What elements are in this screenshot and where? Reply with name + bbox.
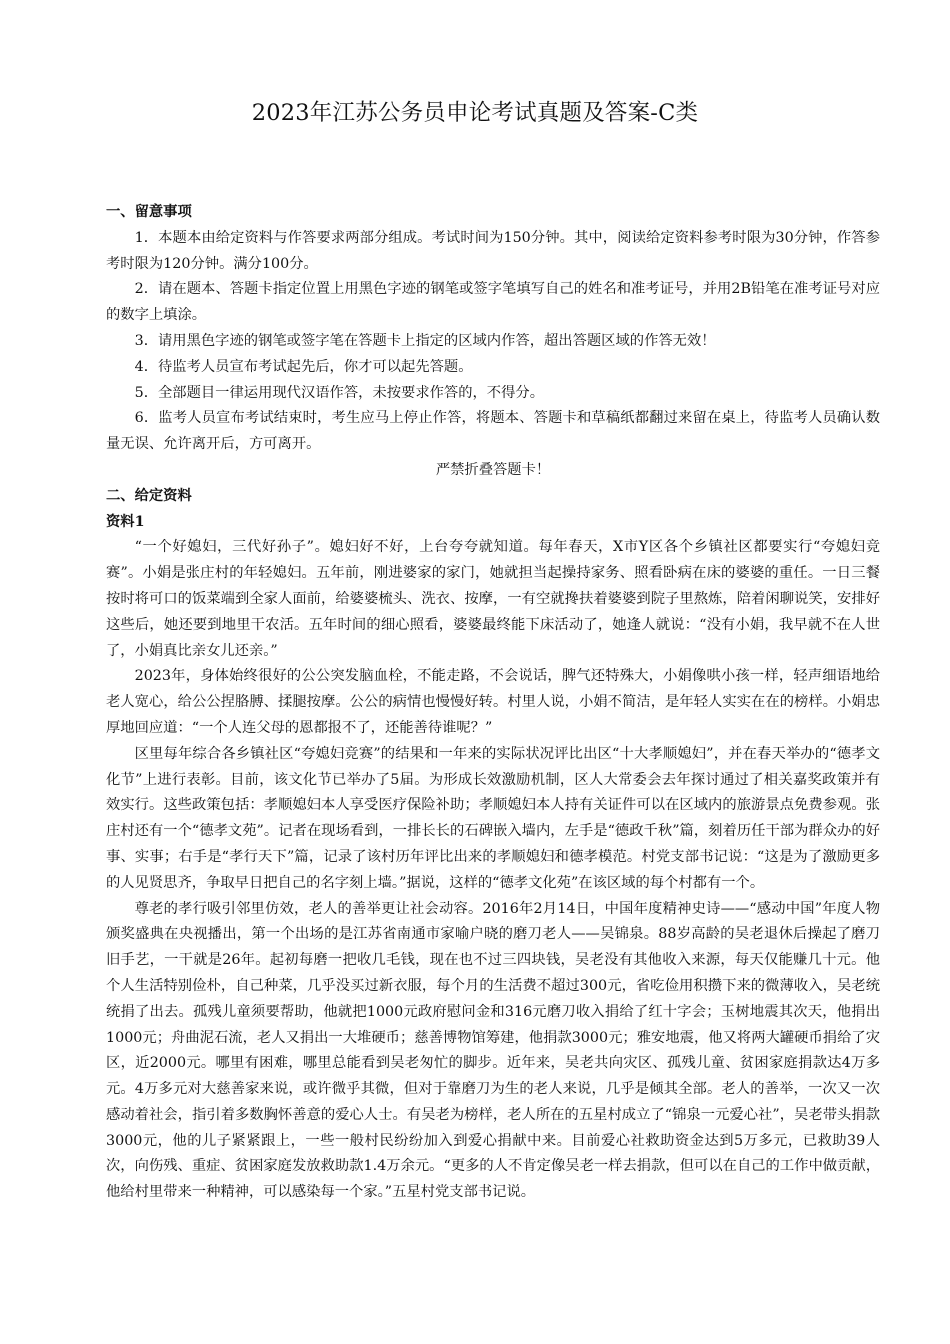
notice-item: 6．监考人员宣布考试结束时，考生应马上停止作答，将题本、答题卡和草稿纸都翻过来留在桌上，待监考人员确认数量无误、允许离开后，方可离开。 bbox=[106, 410, 880, 453]
answer-card-warning: 严禁折叠答题卡！ bbox=[435, 461, 551, 478]
material-paragraph: 2023年，身体始终很好的公公突发脑血栓，不能走路，不会说话，脾气还特殊大，小娟像哄小孩一样，轻声细语地给老人宽心，给公公捏胳膊、揉腿按摩。公公的病情也慢慢好转。村里人说，小娟不简洁，是年轻人实实在在的榜样。小娟忠厚地回应道：“一个人连父母的恩都报不了，还能善待谁呢？” bbox=[106, 668, 880, 736]
document-title: 2023年江苏公务员申论考试真题及答案-C类 bbox=[251, 100, 699, 126]
material-paragraph: 区里每年综合各乡镇社区“夸媳妇竞赛”的结果和一年来的实际状况评比出区“十大孝顺媳妇”，并在春天举办的“德孝文化节”上进行表彰。目前，该文化节已举办了5届。为形成长效激励机制，区人大常委会去年探讨通过了相关嘉奖政策并有效实行。这些政策包括：孝顺媳妇本人享受医疗保险补助；孝顺媳妇本人持有关证件可以在区域内的旅游景点免费参观。张庄村还有一个“德孝文苑”。记者在现场看到，一排长长的石碑嵌入墙内，左手是“德政千秋”篇，刻着历任干部为群众办的好事、实事；右手是“孝行天下”篇，记录了该村历年评比出来的孝顺媳妇和德孝模范。村党支部书记说：“这是为了激励更多的人见贤思齐，争取早日把自己的名字刻上墙。”据说，这样的“德孝文化苑”在该区域的每个村都有一个。 bbox=[106, 745, 880, 891]
notice-item: 3．请用黑色字迹的钢笔或签字笔在答题卡上指定的区域内作答，超出答题区域的作答无效！ bbox=[134, 332, 716, 349]
notice-item: 5．全部题目一律运用现代汉语作答，未按要求作答的，不得分。 bbox=[134, 384, 544, 401]
notice-item: 1．本题本由给定资料与作答要求两部分组成。考试时间为150分钟。其中，阅读给定资料参考时限为30分钟，作答参考时限为120分钟。满分100分。 bbox=[106, 229, 880, 272]
section-heading-notice: 一、留意事项 bbox=[106, 204, 192, 220]
notice-item: 4．待监考人员宣布考试起先后，你才可以起先答题。 bbox=[134, 358, 473, 375]
document-body bbox=[106, 200, 880, 1206]
section-heading-materials: 二、给定资料 bbox=[106, 487, 192, 504]
material-paragraph: 尊老的孝行吸引邻里仿效，老人的善举更让社会动容。2016年2月14日，中国年度精神史诗——“感动中国”年度人物颁奖盛典在央视播出，第一个出场的是江苏省南通市家喻户晓的磨刀老人——吴锦泉。88岁高龄的吴老退休后操起了磨刀旧手艺，一干就是26年。起初每磨一把收几毛钱，现在也不过三四块钱，吴老没有其他收入来源，每天仅能赚几十元。他个人生活特别俭朴，自己种菜，几乎没买过新衣服，每个月的生活费不超过300元，省吃俭用积攒下来的微薄收入，吴老统统捐了出去。孤残儿童须要帮助，他就把1000元政府慰问金和316元磨刀收入捐给了红十字会；玉树地震其次天，他捐出1000元；舟曲泥石流，老人又捐出一大堆硬币；慈善博物馆筹建，他捐款3000元；雅安地震，他又将两大罐硬币捐给了灾区，近2000元。哪里有困难，哪里总能看到吴老匆忙的脚步。近年来，吴老共向灾区、孤残儿童、贫困家庭捐款达4万多元。4万多元对大慈善家来说，或许微乎其微，但对于靠磨刀为生的老人来说，几乎是倾其全部。老人的善举，一次又一次感动着社会，指引着多数胸怀善意的爱心人士。有吴老为榜样，老人所在的五星村成立了“锦泉一元爱心社”，吴老带头捐款3000元，他的儿子紧紧跟上，一些一般村民纷纷加入到爱心捐献中来。目前爱心社救助资金达到5万多元，已救助39人次，向伤残、重症、贫困家庭发放救助款1.4万余元。“更多的人不肯定像吴老一样去捐款，但可以在自己的工作中做贡献，他给村里带来一种精神，可以感染每一个家。”五星村党支部书记说。 bbox=[106, 900, 880, 1201]
material-1-heading: 资料1 bbox=[106, 513, 145, 530]
material-paragraph: “一个好媳妇，三代好孙子”。媳妇好不好，上台夸夸就知道。每年春天，X市Y区各个乡镇社区都要实行“夸媳妇竞赛”。小娟是张庄村的年轻媳妇。五年前，刚进婆家的家门，她就担当起操持家务、照看卧病在床的婆婆的重任。一日三餐按时将可口的饭菜端到全家人面前，给婆婆梳头、洗衣、按摩，一有空就搀扶着婆婆到院子里熬炼，陪着闲聊说笑，安排好这些后，她还要到地里干农活。五年时间的细心照看，婆婆最终能下床活动了，她逢人就说：“没有小娟，我早就不在人世了，小娟真比亲女儿还亲。” bbox=[106, 539, 880, 659]
notice-item: 2．请在题本、答题卡指定位置上用黑色字迹的钢笔或签字笔填写自己的姓名和准考证号，并用2B铅笔在准考证号对应的数字上填涂。 bbox=[106, 281, 880, 324]
